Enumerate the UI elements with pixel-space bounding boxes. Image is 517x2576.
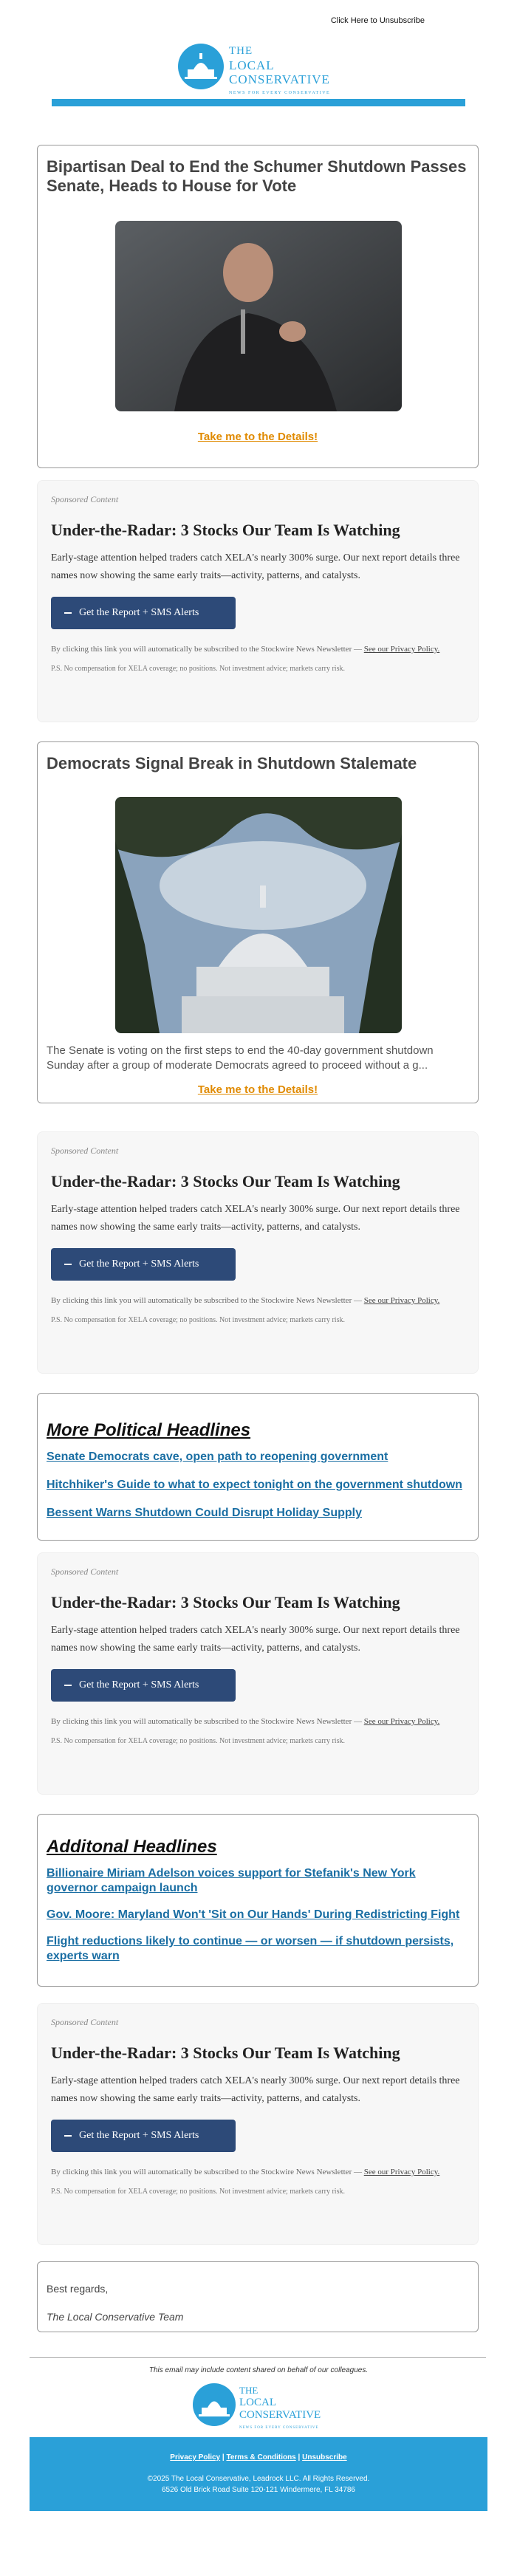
footer-logo-line3: CONSERVATIVE	[239, 2409, 321, 2421]
capitol-logo-icon	[192, 2383, 236, 2427]
sponsored-ps: P.S. No compensation for XELA coverage; no positions. Not investment advice; markets carry risk.	[51, 1737, 345, 1745]
privacy-policy-link[interactable]: See our Privacy Policy.	[363, 645, 440, 654]
footer-bar	[30, 2437, 487, 2511]
unsubscribe-link[interactable]: Click Here to Unsubscribe	[330, 16, 425, 25]
article-card-2	[37, 741, 479, 1103]
privacy-policy-link[interactable]: See our Privacy Policy.	[363, 1717, 440, 1726]
logo-tagline: NEWS FOR EVERY CONSERVATIVE	[229, 91, 331, 95]
sponsored-block-2	[37, 1131, 479, 1374]
sponsored-fine-print: By clicking this link you will automatically be subscribed to the Stockwire News Newsletter — See our Privacy Policy.	[51, 1296, 440, 1305]
article-card-1	[37, 145, 479, 468]
get-report-button-label: Get the Report + SMS Alerts	[79, 607, 199, 618]
sponsored-label: Sponsored Content	[51, 1145, 119, 1156]
sponsored-fine-print: By clicking this link you will automatically be subscribed to the Stockwire News Newsletter — See our Privacy Policy.	[51, 2168, 440, 2176]
speaker-photo-icon	[115, 221, 402, 411]
sponsored-title[interactable]: Under-the-Radar: 3 Stocks Our Team Is Watching	[51, 2044, 400, 2062]
sponsored-block-1	[37, 480, 479, 722]
sponsored-label: Sponsored Content	[51, 1566, 119, 1577]
footer-note: This email may include content shared on behalf of our colleagues.	[148, 2366, 369, 2374]
sponsored-ps: P.S. No compensation for XELA coverage; no positions. Not investment advice; markets carry risk.	[51, 1316, 345, 1324]
signoff-team: The Local Conservative Team	[47, 2311, 184, 2323]
article-1-title[interactable]: Bipartisan Deal to End the Schumer Shutdown Passes Senate, Heads to House for Vote	[47, 157, 467, 195]
sponsored-title[interactable]: Under-the-Radar: 3 Stocks Our Team Is Watching	[51, 1593, 400, 1611]
header-rule	[52, 99, 465, 106]
signoff-greeting: Best regards,	[47, 2283, 109, 2295]
button-dash-icon	[64, 2135, 72, 2137]
article-1-details-link[interactable]: Take me to the Details!	[197, 431, 318, 443]
footer-address: 6526 Old Brick Road Suite 120-121 Windermere, FL 34786	[162, 2486, 355, 2494]
article-2-title[interactable]: Democrats Signal Break in Shutdown Stalemate	[47, 754, 417, 773]
sponsored-ps: P.S. No compensation for XELA coverage; no positions. Not investment advice; markets carry risk.	[51, 665, 345, 673]
political-headline-link[interactable]: Bessent Warns Shutdown Could Disrupt Holiday Supply	[47, 1507, 362, 1519]
logo-line3: CONSERVATIVE	[229, 72, 330, 86]
sponsored-label: Sponsored Content	[51, 494, 119, 504]
article-2-details-link[interactable]: Take me to the Details!	[197, 1083, 318, 1096]
footer-logo-tagline: NEWS FOR EVERY CONSERVATIVE	[239, 2426, 319, 2430]
sponsored-block-4	[37, 2003, 479, 2245]
article-2-photo[interactable]	[115, 797, 402, 1033]
get-report-button[interactable]	[51, 1669, 236, 1702]
political-headline-link[interactable]: Senate Democrats cave, open path to reopening government	[47, 1450, 388, 1463]
get-report-button[interactable]	[51, 2120, 236, 2152]
additional-headlines-card	[37, 1814, 479, 1987]
logo-line1: THE	[229, 45, 253, 57]
footer-logo	[192, 2380, 340, 2431]
get-report-button[interactable]	[51, 597, 236, 629]
sponsored-ps: P.S. No compensation for XELA coverage; no positions. Not investment advice; markets carry risk.	[51, 2188, 345, 2196]
footer-copyright: ©2025 The Local Conservative, Leadrock LLC. All Rights Reserved.	[147, 2475, 370, 2483]
privacy-policy-link[interactable]: See our Privacy Policy.	[363, 1296, 440, 1305]
footer-logo-line1: THE	[239, 2385, 258, 2396]
article-1-photo[interactable]	[115, 221, 402, 411]
get-report-button-label: Get the Report + SMS Alerts	[79, 2130, 199, 2141]
sponsored-body: Early-stage attention helped traders catch XELA's nearly 300% surge. Our next report details three names now showing the same early traits—activity, patterns, and catalysts.	[51, 2075, 460, 2104]
button-dash-icon	[64, 1264, 72, 1265]
logo	[177, 38, 347, 96]
get-report-button-label: Get the Report + SMS Alerts	[79, 1679, 199, 1690]
political-headlines-card	[37, 1393, 479, 1541]
button-dash-icon	[64, 1685, 72, 1686]
logo-line2: LOCAL	[229, 58, 275, 72]
capitol-logo-icon	[177, 43, 225, 90]
footer-privacy-link[interactable]: Privacy Policy	[170, 2453, 221, 2462]
footer-links: Privacy Policy | Terms & Conditions | Unsubscribe	[170, 2453, 347, 2462]
additional-headlines-heading: Additonal Headlines	[47, 1837, 217, 1857]
sponsored-block-3	[37, 1552, 479, 1795]
get-report-button[interactable]	[51, 1248, 236, 1281]
button-dash-icon	[64, 612, 72, 614]
additional-headline-link[interactable]: Flight reductions likely to continue — or worsen — if shutdown persists, experts warn	[47, 1935, 454, 1962]
privacy-policy-link[interactable]: See our Privacy Policy.	[363, 2168, 440, 2176]
article-2-summary: The Senate is voting on the first steps to end the 40-day government shutdown Sunday after a group of moderate Democrats agreed to proceed without a g...	[47, 1044, 434, 1072]
capitol-photo-icon	[115, 797, 402, 1033]
sponsored-title[interactable]: Under-the-Radar: 3 Stocks Our Team Is Watching	[51, 1172, 400, 1191]
sponsored-body: Early-stage attention helped traders catch XELA's nearly 300% surge. Our next report details three names now showing the same early traits—activity, patterns, and catalysts.	[51, 1204, 460, 1233]
additional-headline-link[interactable]: Billionaire Miriam Adelson voices support for Stefanik's New York governor campaign launch	[47, 1867, 416, 1894]
additional-headline-link[interactable]: Gov. Moore: Maryland Won't 'Sit on Our Hands' During Redistricting Fight	[47, 1908, 460, 1921]
get-report-button-label: Get the Report + SMS Alerts	[79, 1258, 199, 1270]
sponsored-fine-print: By clicking this link you will automatically be subscribed to the Stockwire News Newsletter — See our Privacy Policy.	[51, 645, 440, 654]
sponsored-body: Early-stage attention helped traders catch XELA's nearly 300% surge. Our next report details three names now showing the same early traits—activity, patterns, and catalysts.	[51, 1625, 460, 1654]
sponsored-fine-print: By clicking this link you will automatically be subscribed to the Stockwire News Newsletter — See our Privacy Policy.	[51, 1717, 440, 1726]
sponsored-title[interactable]: Under-the-Radar: 3 Stocks Our Team Is Watching	[51, 521, 400, 539]
signoff-card	[37, 2261, 479, 2332]
political-headlines-heading: More Political Headlines	[47, 1420, 251, 1440]
footer-divider	[30, 2357, 486, 2358]
footer-logo-line2: LOCAL	[239, 2397, 276, 2408]
sponsored-body: Early-stage attention helped traders catch XELA's nearly 300% surge. Our next report details three names now showing the same early traits—activity, patterns, and catalysts.	[51, 552, 460, 581]
sponsored-label: Sponsored Content	[51, 2017, 119, 2027]
footer-terms-link[interactable]: Terms & Conditions	[226, 2453, 296, 2462]
political-headline-link[interactable]: Hitchhiker's Guide to what to expect tonight on the government shutdown	[47, 1479, 462, 1491]
footer-unsubscribe-link[interactable]: Unsubscribe	[302, 2453, 347, 2462]
